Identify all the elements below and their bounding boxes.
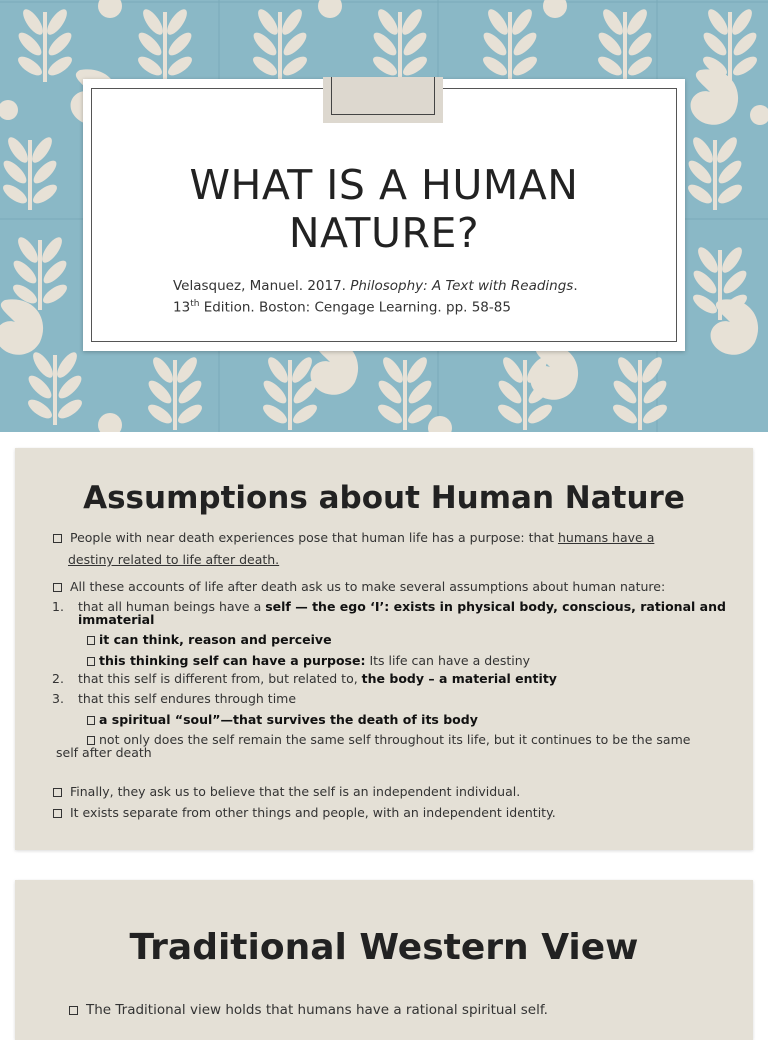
sub-bullet-line: a spiritual “soul”—that survives the death of its body [87, 712, 478, 728]
title-slide [0, 0, 768, 432]
numbered-item: 2. [52, 671, 64, 686]
traditional-view-slide [15, 880, 753, 1040]
bullet-line: All these accounts of life after death ask us to make several assumptions about human nature: [53, 579, 665, 595]
numbered-item: 1. [52, 599, 64, 614]
square-bullet-icon [87, 636, 95, 645]
square-bullet-icon [69, 1006, 78, 1015]
assumptions-slide: Assumptions about Human Nature People with near death experiences pose that human life has a purpose: that humans have a destiny related to life after death. All these accounts of life after death ask us to make several assumptions about human nature: 1. that all human beings have a self — the ego ‘I’: exists in physical body, conscious, rational and immaterial it can think, reason and perceive this thinking self can have a purpose: Its life can have a destiny 2. that this self is different from, but related to, the body – a material entity 3. that this self endures through time a spiritual “soul”—that survives the death of its body not only does the self remain the same self throughout its life, but it continues to be the same self after death Finally, they ask us to believe that the self is an independent individual. It exists separate from other things and people, with an independent identity. [15, 448, 753, 850]
page-title: WHAT IS A HUMAN NATURE? [189, 161, 579, 257]
citation: Velasquez, Manuel. 2017. Philosophy: A Text with Readings. 13th Edition. Boston: Cengage Learning. pp. 58-85 [173, 278, 578, 316]
sub-bullet-line: it can think, reason and perceive [87, 632, 332, 648]
square-bullet-icon [53, 534, 62, 543]
square-bullet-icon [53, 583, 62, 592]
bullet-line: It exists separate from other things and people, with an independent identity. [53, 805, 556, 821]
title-card [83, 79, 685, 351]
square-bullet-icon [53, 788, 62, 797]
square-bullet-icon [87, 716, 95, 725]
numbered-item: 3. [52, 691, 64, 706]
sub-bullet-line: not only does the self remain the same self throughout its life, but it continues to be the same [87, 732, 690, 748]
square-bullet-icon [87, 657, 95, 666]
slide-heading: Traditional Western View [129, 927, 639, 968]
sub-bullet-line: this thinking self can have a purpose: Its life can have a destiny [87, 653, 530, 669]
title-card-tab [323, 77, 443, 123]
square-bullet-icon [53, 809, 62, 818]
bullet-line: The Traditional view holds that humans have a rational spiritual self. [69, 1002, 548, 1018]
bullet-line: People with near death experiences pose that human life has a purpose: that humans have a [53, 530, 654, 546]
slide-heading: Assumptions about Human Nature [83, 480, 685, 516]
bullet-line: Finally, they ask us to believe that the self is an independent individual. [53, 784, 520, 800]
square-bullet-icon [87, 736, 95, 745]
